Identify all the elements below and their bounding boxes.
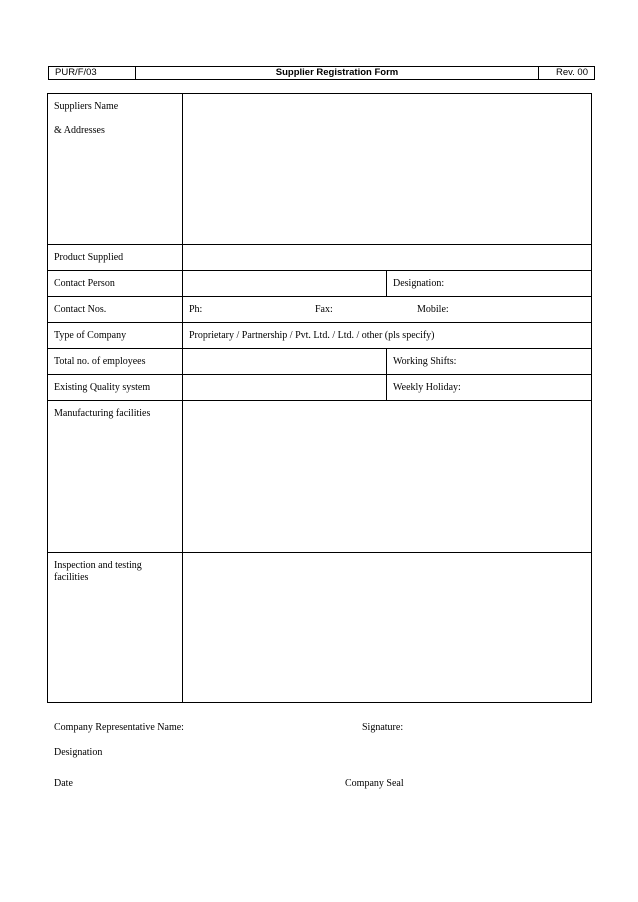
suppliers-name-field[interactable] [183,94,592,245]
contact-person-field[interactable] [183,271,387,297]
row-contact-nos [48,297,592,323]
footer-designation-label: Designation [54,747,103,758]
contact-nos-field[interactable] [183,297,592,323]
designation-label: Designation: [393,278,445,289]
addresses-label: & Addresses [54,125,105,136]
signature-label: Signature: [362,722,404,733]
form-header [48,66,595,80]
ph-label: Ph: [189,304,203,315]
row-quality-system [48,375,592,401]
inspection-field[interactable] [183,553,592,703]
form-title: Supplier Registration Form [136,67,539,80]
row-inspection [48,553,592,703]
total-employees-label: Total no. of employees [48,349,183,375]
company-seal-label: Company Seal [345,778,404,789]
type-of-company-label: Type of Company [48,323,183,349]
rep-name-label: Company Representative Name: [54,722,184,733]
row-total-employees [48,349,592,375]
designation-field[interactable] [387,271,592,297]
contact-nos-label: Contact Nos. [48,297,183,323]
manufacturing-field[interactable] [183,401,592,553]
row-type-of-company [48,323,592,349]
working-shifts-field[interactable] [387,349,592,375]
product-supplied-label: Product Supplied [48,245,183,271]
fax-label: Fax: [315,304,333,315]
mobile-label: Mobile: [417,304,449,315]
working-shifts-label: Working Shifts: [393,356,457,367]
suppliers-name-label: Suppliers Name [54,101,119,112]
type-of-company-options: Proprietary / Partnership / Pvt. Ltd. / Ltd. / other (pls specify) [189,330,435,341]
weekly-holiday-label: Weekly Holiday: [393,382,461,393]
quality-system-label: Existing Quality system [48,375,183,401]
row-manufacturing [48,401,592,553]
row-contact-person [48,271,592,297]
registration-table [47,93,592,703]
inspection-label: Inspection and testing facilities [48,553,183,703]
row-suppliers-name [48,94,592,245]
product-supplied-field[interactable] [183,245,592,271]
manufacturing-label: Manufacturing facilities [48,401,183,553]
date-label: Date [54,778,73,789]
suppliers-name-cell [48,94,183,245]
type-of-company-field[interactable] [183,323,592,349]
total-employees-field[interactable] [183,349,387,375]
weekly-holiday-field[interactable] [387,375,592,401]
row-product-supplied [48,245,592,271]
form-revision: Rev. 00 [539,67,595,80]
contact-person-label: Contact Person [48,271,183,297]
form-code: PUR/F/03 [49,67,136,80]
quality-system-field[interactable] [183,375,387,401]
